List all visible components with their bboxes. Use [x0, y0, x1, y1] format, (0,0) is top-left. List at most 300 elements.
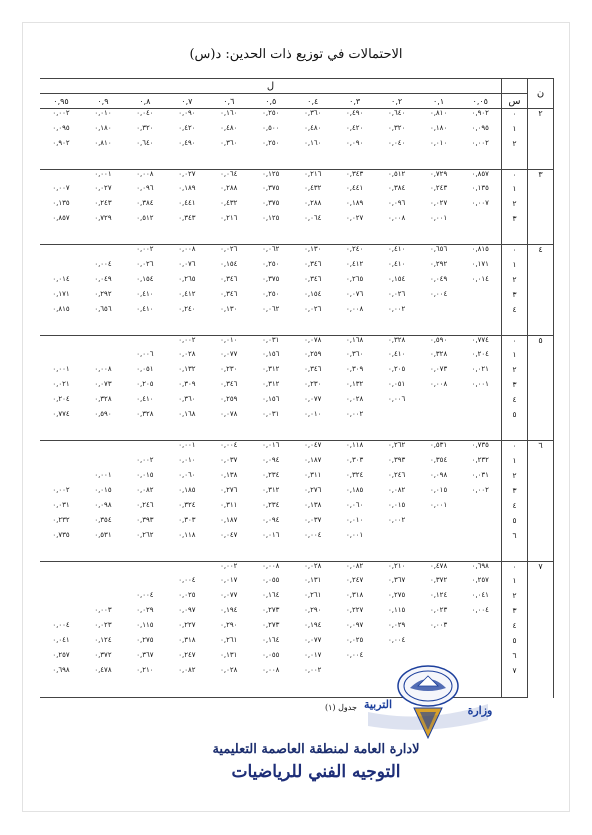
group-spacer [40, 425, 554, 441]
probability-cell: ٠,١١٥ [136, 621, 154, 630]
probability-cell: ٠,٢٥٠ [262, 259, 280, 268]
probability-cell [40, 576, 82, 591]
probability-cell: ٠,٠٢٦ [387, 289, 406, 298]
header-p-value: ٠,٠٥ [460, 94, 502, 109]
x-cell: ٢ [502, 591, 528, 606]
table-row [40, 471, 554, 486]
probability-cell: ٠,٢٩٢ [94, 289, 112, 298]
probability-cell: ٠,٠٢٦ [136, 259, 154, 268]
logo-ministry-word2: التربية [363, 698, 393, 711]
probability-cell: ٠,٢٤٠ [178, 304, 196, 313]
probability-cell [124, 561, 166, 576]
probability-cell: ٠,٣٢٨ [387, 335, 406, 344]
probability-cell: ٠,٠٠٨ [387, 214, 406, 223]
probability-cell: ٠,١٨٩ [178, 184, 196, 193]
probability-cell: ٠,٣٦٠ [346, 350, 364, 359]
probability-cell: ٠,٢٣٢ [52, 515, 70, 524]
probability-cell: ٠,٢٥٠ [262, 289, 280, 298]
probability-cell: ٠,٢٦١ [304, 591, 322, 600]
probability-cell: ٠,٢٠٥ [136, 380, 154, 389]
probability-cell: ٠,٠٢٣ [94, 621, 112, 630]
group-spacer [40, 546, 554, 562]
header-p-value: ٠,٣ [334, 94, 376, 109]
header-p-value: ٠,٨ [124, 94, 166, 109]
probability-cell: ٠,٠٢١ [52, 380, 70, 389]
table-row [40, 395, 554, 410]
x-cell: ٢ [502, 275, 528, 290]
probability-cell: ٠,٣٦٧ [387, 576, 406, 585]
table-row [40, 591, 554, 606]
probability-cell: ٠,٠٢٩ [387, 621, 406, 630]
header-p-value: ٠,٩ [82, 94, 124, 109]
probability-cell: ٠,٠٠١ [429, 500, 448, 509]
probability-cell: ٠,٠٠٨ [429, 380, 448, 389]
probability-cell: ٠,١٥٤ [387, 274, 406, 283]
probability-cell: ٠,٠٠٨ [136, 169, 154, 178]
probability-cell [460, 290, 502, 305]
probability-cell: ٠,٠١٥ [429, 485, 448, 494]
probability-cell: ٠,٨٥٧ [52, 214, 70, 223]
probability-cell: ٠,٢٠٤ [471, 350, 489, 359]
n-cell: ٥ [528, 335, 554, 441]
table-row [40, 456, 554, 471]
x-cell: ٥ [502, 410, 528, 425]
probability-cell: ٠,٠٠٤ [136, 591, 154, 600]
probability-cell [460, 636, 502, 651]
probability-cell: ٠,٠٠٢ [178, 335, 196, 344]
probability-cell: ٠,٠٦٠ [178, 470, 196, 479]
probability-cell: ٠,٠٠٤ [220, 441, 238, 450]
ministry-logo [358, 664, 498, 744]
probability-cell: ٠,٠٧٦ [178, 259, 196, 268]
probability-cell: ٠,٤٢٠ [346, 123, 364, 132]
x-cell: ٢ [502, 199, 528, 214]
probability-cell: ٠,٠٠٨ [346, 304, 364, 313]
probability-cell: ٠,٠٦٢ [262, 304, 280, 313]
probability-cell: ٠,٢١٦ [220, 214, 238, 223]
probability-cell [418, 531, 460, 546]
probability-cell: ٠,٢١٦ [304, 169, 322, 178]
probability-cell: ٠,٠٠٤ [304, 530, 322, 539]
probability-cell: ٠,٠٣١ [471, 470, 489, 479]
probability-cell [82, 350, 124, 365]
probability-cell: ٠,٠١٠ [220, 335, 238, 344]
probability-cell: ٠,١١٥ [387, 606, 406, 615]
probability-cell: ٠,٢٩٠ [220, 621, 238, 630]
probability-cell [40, 169, 82, 184]
probability-cell: ٠,٨١٠ [429, 109, 448, 117]
probability-cell [376, 531, 418, 546]
probability-cell: ٠,١١٨ [178, 530, 196, 539]
table-row [40, 169, 554, 184]
header-p-value: ٠,٤ [292, 94, 334, 109]
x-cell: ٣ [502, 290, 528, 305]
probability-cell: ٠,٠٤٠ [387, 138, 406, 147]
probability-cell [40, 441, 82, 456]
x-cell-blank [502, 320, 528, 336]
probability-cell: ٠,٠٠٨ [94, 365, 112, 374]
probability-cell: ٠,٠٧٧ [304, 395, 322, 404]
probability-cell: ٠,١٥٦ [262, 395, 280, 404]
header-x: س [502, 94, 528, 109]
probability-cell: ٠,٤١٠ [387, 245, 406, 254]
probability-cell: ٠,٠٨٢ [178, 666, 196, 675]
probability-cell: ٠,٣٧٥ [262, 184, 280, 193]
probability-cell: ٠,٤٣٢ [220, 199, 238, 208]
probability-cell [82, 245, 124, 260]
probability-cell: ٠,٢٠٤ [52, 395, 70, 404]
probability-cell [40, 471, 82, 486]
probability-cell: ٠,٠٠١ [178, 441, 196, 450]
probability-cell: ٠,١٨٠ [429, 123, 448, 132]
x-cell: ٢ [502, 365, 528, 380]
probability-cell: ٠,٤١٠ [136, 304, 154, 313]
table-row [40, 441, 554, 456]
probability-cell: ٠,٠٢٦ [304, 304, 322, 313]
probability-cell: ٠,٠٤٩ [94, 274, 112, 283]
probability-cell: ٠,٠٠٣ [94, 606, 112, 615]
page-title: الاحتمالات في توزيع ذات الحدين: د(س) [189, 47, 403, 62]
probability-cell [40, 561, 82, 576]
table-caption: جدول (١) [325, 703, 357, 712]
probability-cell [418, 636, 460, 651]
probability-cell: ٠,٢٨٨ [304, 199, 322, 208]
probability-cell: ٠,٠٢٥ [178, 591, 196, 600]
probability-cell: ٠,٠٠١ [52, 365, 70, 374]
probability-cell [40, 260, 82, 275]
probability-cell: ٠,٠١٠ [94, 109, 112, 117]
probability-cell [124, 335, 166, 350]
probability-cell: ٠,٠٠٢ [136, 455, 154, 464]
probability-cell: ٠,٠٠٤ [346, 651, 364, 660]
probability-cell: ٠,٣٨٤ [387, 184, 406, 193]
x-cell: ١ [502, 260, 528, 275]
probability-cell: ٠,٠٤١ [52, 636, 70, 645]
probability-cell: ٠,٢٥٠ [262, 109, 280, 117]
probability-cell: ٠,٠١٥ [94, 485, 112, 494]
header-l: ل [40, 79, 502, 94]
probability-cell [418, 410, 460, 425]
probability-cell: ٠,١٣٨ [220, 470, 238, 479]
probability-cell: ٠,٠٤٧ [220, 530, 238, 539]
x-cell: ١ [502, 184, 528, 199]
probability-cell: ٠,١٥٤ [220, 259, 238, 268]
probability-cell: ٠,٥٣١ [429, 441, 448, 450]
probability-cell: ٠,٠٧٦ [346, 289, 364, 298]
probability-cell: ٠,٣٦٠ [178, 395, 196, 404]
probability-cell: ٠,٠١٦ [262, 530, 280, 539]
probability-cell: ٠,٢٣٤ [262, 470, 280, 479]
x-cell: ١ [502, 350, 528, 365]
probability-cell: ٠,٠٩٨ [94, 500, 112, 509]
probability-cell [82, 591, 124, 606]
table-row [40, 516, 554, 531]
probability-cell: ٠,٠٢٨ [220, 666, 238, 675]
probability-cell: ٠,٠١٧ [220, 576, 238, 585]
table-row [40, 214, 554, 229]
probability-cell: ٠,٦٥٦ [429, 245, 448, 254]
probability-cell: ٠,٣٤٣ [346, 169, 364, 178]
probability-cell: ٠,٠١٥ [136, 470, 154, 479]
probability-cell: ٠,٠١٦ [262, 441, 280, 450]
probability-cell: ٠,٠٧٧ [220, 591, 238, 600]
probability-cell: ٠,٠٦٤ [304, 214, 322, 223]
probability-cell: ٠,٢٤٠ [346, 245, 364, 254]
probability-cell: ٠,٠١٠ [178, 455, 196, 464]
table-row [40, 124, 554, 139]
probability-cell: ٠,٤١٢ [346, 259, 364, 268]
probability-cell: ٠,٠٧٣ [429, 365, 448, 374]
probability-cell: ٠,٠٩٦ [387, 199, 406, 208]
x-cell: ٣ [502, 214, 528, 229]
probability-cell: ٠,٢٦٥ [346, 274, 364, 283]
probability-cell: ٠,٣٩٣ [136, 515, 154, 524]
probability-cell: ٠,٠٠٧ [471, 199, 489, 208]
probability-cell: ٠,٠٤٩ [429, 274, 448, 283]
probability-cell: ٠,٠٠١ [429, 214, 448, 223]
probability-cell: ٠,٠٣٧ [220, 455, 238, 464]
table-row [40, 621, 554, 636]
spacer-fill [40, 320, 502, 336]
header-p-value: ٠,٢ [376, 94, 418, 109]
probability-cell: ٠,١٥٦ [262, 350, 280, 359]
probability-cell [40, 350, 82, 365]
probability-cell: ٠,٢١٠ [136, 666, 154, 675]
probability-cell: ٠,٢٣٠ [220, 365, 238, 374]
probability-cell: ٠,٠٩٥ [52, 123, 70, 132]
probability-cell: ٠,١٣١ [220, 651, 238, 660]
probability-cell: ٠,٠٢٧ [178, 169, 196, 178]
probability-cell: ٠,٠٧٨ [220, 410, 238, 419]
x-cell: ٣ [502, 380, 528, 395]
probability-cell: ٠,٢٦٥ [178, 274, 196, 283]
footer-directorate: لادارة العامة لمنطقة العاصمة التعليمية [212, 742, 420, 757]
probability-cell: ٠,٠٦٤ [220, 169, 238, 178]
probability-cell: ٠,٥٩٠ [429, 335, 448, 344]
probability-cell: ٠,٠٠٢ [304, 666, 322, 675]
x-cell: ٠ [502, 169, 528, 184]
probability-cell: ٠,٠٢٥ [346, 636, 364, 645]
probability-cell: ٠,٣٧٥ [262, 199, 280, 208]
probability-cell: ٠,٥٣١ [94, 530, 112, 539]
probability-cell: ٠,١١٨ [346, 441, 364, 450]
probability-cell: ٠,٠٢٨ [346, 395, 364, 404]
probability-cell: ٠,٠٠١ [346, 530, 364, 539]
probability-cell: ٠,١٦٨ [346, 335, 364, 344]
probability-cell: ٠,٠٠٢ [471, 138, 489, 147]
probability-cell: ٠,٠٩٨ [429, 470, 448, 479]
probability-cell: ٠,٠٠٨ [178, 245, 196, 254]
probability-cell: ٠,٠٠٢ [387, 515, 406, 524]
probability-cell: ٠,٣٤٦ [304, 365, 322, 374]
group-spacer [40, 154, 554, 170]
table-row [40, 184, 554, 199]
probability-cell: ٠,٠٨٢ [346, 561, 364, 570]
probability-cell: ٠,٢٤٣ [429, 184, 448, 193]
probability-cell: ٠,٠٣١ [52, 500, 70, 509]
probability-cell: ٠,١٨٧ [220, 515, 238, 524]
x-cell-blank [502, 681, 528, 697]
x-cell: ٧ [502, 666, 528, 681]
probability-cell: ٠,٨١٠ [94, 138, 112, 147]
probability-cell: ٠,٠١٠ [346, 515, 364, 524]
probability-cell: ٠,٠٠١ [471, 380, 489, 389]
probability-cell [124, 576, 166, 591]
probability-cell: ٠,٢٣٢ [471, 455, 489, 464]
x-cell: ١ [502, 124, 528, 139]
probability-cell: ٠,٢٥٩ [220, 395, 238, 404]
probability-cell: ٠,٤٣٢ [304, 184, 322, 193]
probability-cell: ٠,٣٢٠ [387, 123, 406, 132]
probability-cell: ٠,٣١٢ [262, 365, 280, 374]
probability-cell: ٠,٣٦٧ [136, 651, 154, 660]
probability-cell: ٠,٠٥٥ [262, 651, 280, 660]
probability-cell: ٠,٢٤٦ [136, 500, 154, 509]
probability-cell: ٠,١٦٤ [262, 636, 280, 645]
probability-cell: ٠,٣٢٤ [178, 500, 196, 509]
probability-cell: ٠,٣٤٦ [220, 380, 238, 389]
probability-cell: ٠,٣٠٣ [178, 515, 196, 524]
header-p-value: ٠,١ [418, 94, 460, 109]
probability-cell: ٠,٠٢٧ [346, 214, 364, 223]
probability-cell: ٠,٠٢٧ [429, 199, 448, 208]
x-cell: ٠ [502, 441, 528, 456]
spacer-fill [40, 546, 502, 562]
probability-cell: ٠,٣١٨ [178, 636, 196, 645]
table-row [40, 410, 554, 425]
probability-cell: ٠,٦٤٠ [387, 109, 406, 117]
probability-cell: ٠,٤٢٠ [178, 123, 196, 132]
table-row [40, 275, 554, 290]
n-cell: ٤ [528, 245, 554, 336]
probability-cell: ٠,٠٢٦ [220, 245, 238, 254]
probability-cell: ٠,٣٦٠ [304, 109, 322, 117]
x-cell: ٦ [502, 651, 528, 666]
probability-cell: ٠,٠٧٣ [94, 380, 112, 389]
probability-cell [40, 245, 82, 260]
probability-cell: ٠,١٦٨ [178, 410, 196, 419]
probability-cell [166, 561, 208, 576]
probability-cell: ٠,٠٧٨ [304, 335, 322, 344]
probability-cell [82, 576, 124, 591]
probability-cell: ٠,٢٠٥ [387, 365, 406, 374]
probability-cell: ٠,٤٨٠ [304, 123, 322, 132]
probability-cell: ٠,١٣٥ [52, 199, 70, 208]
probability-cell: ٠,٢٢٧ [178, 621, 196, 630]
spacer-fill [40, 154, 502, 170]
probability-cell: ٠,٢٧٦ [304, 485, 322, 494]
probability-cell [40, 591, 82, 606]
probability-cell: ٠,١٨٧ [304, 455, 322, 464]
probability-cell: ٠,٠٩٤ [262, 515, 280, 524]
probability-cell: ٠,٩٠٢ [52, 138, 70, 147]
probability-cell: ٠,٠٤١ [471, 591, 489, 600]
probability-cell: ٠,٣٩٣ [387, 455, 406, 464]
probability-cell: ٠,٢٥٧ [471, 576, 489, 585]
probability-cell [40, 456, 82, 471]
probability-cell: ٠,٣٤٦ [220, 274, 238, 283]
probability-cell [460, 305, 502, 320]
header-p-value: ٠,٩٥ [40, 94, 82, 109]
probability-cell: ٠,٠٥١ [136, 365, 154, 374]
probability-cell [418, 305, 460, 320]
probability-cell: ٠,٨١٥ [471, 245, 489, 254]
probability-cell: ٠,٥١٢ [387, 169, 406, 178]
probability-cell: ٠,١٣١ [304, 576, 322, 585]
probability-cell: ٠,٣٢٨ [429, 350, 448, 359]
probability-cell: ٠,٣٢٠ [136, 123, 154, 132]
x-cell: ٥ [502, 516, 528, 531]
probability-cell [460, 410, 502, 425]
table-row [40, 260, 554, 275]
probability-cell [460, 516, 502, 531]
probability-cell: ٠,٠٠٨ [262, 666, 280, 675]
probability-cell: ٠,٢٦١ [220, 636, 238, 645]
probability-cell [460, 395, 502, 410]
table-row [40, 290, 554, 305]
probability-cell: ٠,٣١٢ [262, 485, 280, 494]
binomial-table [40, 78, 554, 698]
n-cell: ٣ [528, 169, 554, 245]
probability-cell: ٠,٢٥٠ [262, 138, 280, 147]
x-cell-blank [502, 546, 528, 562]
table-row [40, 365, 554, 380]
probability-cell: ٠,٣١١ [304, 470, 322, 479]
probability-cell: ٠,٠٩٠ [178, 109, 196, 117]
probability-cell: ٠,٠٩٧ [178, 606, 196, 615]
x-cell: ٤ [502, 621, 528, 636]
probability-cell: ٠,٢٧٥ [136, 636, 154, 645]
probability-cell: ٠,٠٥١ [387, 380, 406, 389]
probability-cell: ٠,٠٠٤ [429, 289, 448, 298]
probability-cell [82, 441, 124, 456]
probability-cell: ٠,١٨٥ [346, 485, 364, 494]
probability-cell: ٠,١٣٠ [304, 245, 322, 254]
probability-cell: ٠,٠٠٢ [52, 485, 70, 494]
table-row [40, 335, 554, 350]
probability-cell: ٠,١٨٥ [178, 485, 196, 494]
probability-cell: ٠,٠٥٥ [262, 576, 280, 585]
probability-cell: ٠,٧٢٩ [429, 169, 448, 178]
probability-cell [418, 516, 460, 531]
probability-cell: ٠,١٣٢ [346, 380, 364, 389]
probability-cell: ٠,٣٦٠ [220, 138, 238, 147]
footer-department: التوجيه الفني للرياضيات [231, 762, 401, 782]
x-cell: ١ [502, 576, 528, 591]
x-cell: ٢ [502, 471, 528, 486]
table-row [40, 501, 554, 516]
probability-cell: ٠,٠٨٢ [387, 485, 406, 494]
probability-cell: ٠,٠٠٤ [94, 259, 112, 268]
probability-cell: ٠,٧٣٥ [471, 441, 489, 450]
probability-cell: ٠,٠٢٣ [429, 606, 448, 615]
probability-cell: ٠,٠١٧ [304, 651, 322, 660]
probability-cell: ٠,٣٢٤ [346, 470, 364, 479]
x-cell-blank [502, 154, 528, 170]
probability-cell: ٠,٢٢٧ [346, 606, 364, 615]
probability-cell: ٠,١٦٠ [304, 138, 322, 147]
probability-cell: ٠,٣٢٨ [94, 395, 112, 404]
probability-cell: ٠,١٥٤ [136, 274, 154, 283]
x-cell: ٤ [502, 305, 528, 320]
probability-cell: ٠,١٢٤ [429, 591, 448, 600]
probability-cell: ٠,٣٤٣ [178, 214, 196, 223]
probability-cell: ٠,٣٤٦ [304, 259, 322, 268]
probability-cell [460, 214, 502, 229]
probability-cell: ٠,٠٠١ [94, 470, 112, 479]
probability-cell: ٠,٤١٠ [387, 350, 406, 359]
probability-cell [124, 441, 166, 456]
